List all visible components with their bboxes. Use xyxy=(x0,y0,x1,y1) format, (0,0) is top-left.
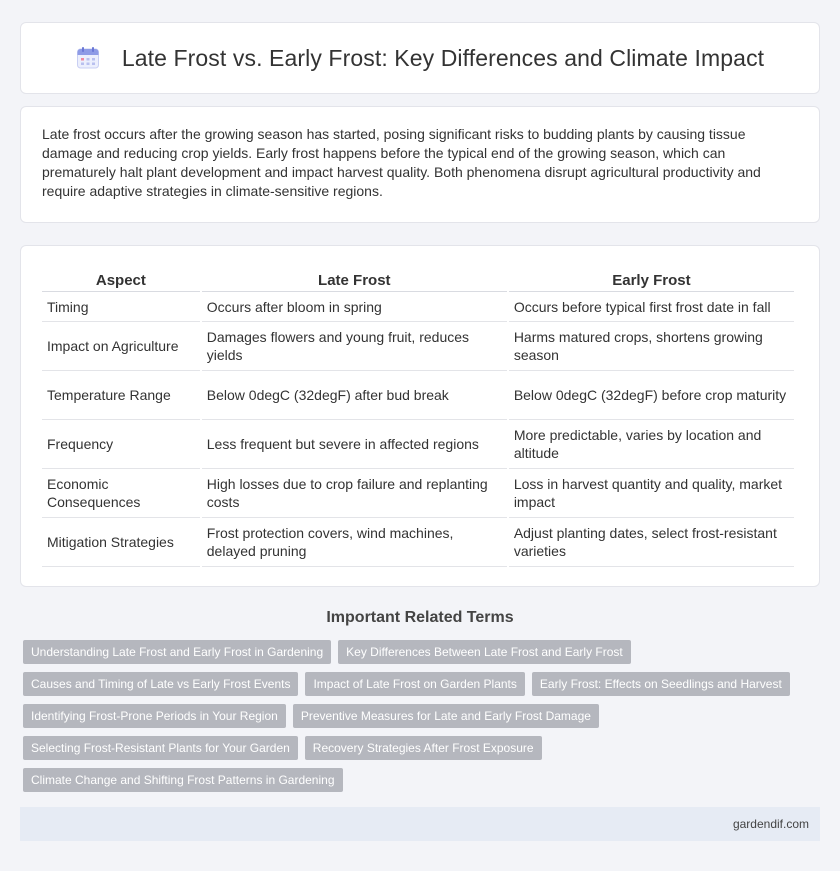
early-frost-cell: Adjust planting dates, select frost-resistant varieties xyxy=(509,518,794,567)
related-terms-heading: Important Related Terms xyxy=(326,609,514,626)
table-row xyxy=(42,371,794,420)
comparison-card xyxy=(20,245,820,587)
aspect-cell: Economic Consequences xyxy=(42,469,200,518)
early-frost-cell: Below 0degC (32degF) before crop maturity xyxy=(509,371,794,420)
footer-site-link[interactable]: gardendif.com xyxy=(732,817,809,831)
late-frost-cell: Occurs after bloom in spring xyxy=(202,292,507,322)
related-term-tag[interactable]: Identifying Frost-Prone Periods in Your Region xyxy=(23,704,286,728)
header xyxy=(76,45,764,72)
column-header-aspect: Aspect xyxy=(42,266,200,292)
late-frost-cell: High losses due to crop failure and replanting costs xyxy=(202,469,507,518)
early-frost-cell: Occurs before typical first frost date in fall xyxy=(509,292,794,322)
column-header-early-frost: Early Frost xyxy=(509,266,794,292)
related-term-tag[interactable]: Recovery Strategies After Frost Exposure xyxy=(305,736,542,760)
table-row xyxy=(42,420,794,469)
related-term-tag[interactable]: Preventive Measures for Late and Early Frost Damage xyxy=(293,704,599,728)
early-frost-cell: More predictable, varies by location and altitude xyxy=(509,420,794,469)
early-frost-cell: Loss in harvest quantity and quality, market impact xyxy=(509,469,794,518)
related-term-tag[interactable]: Climate Change and Shifting Frost Patterns in Gardening xyxy=(23,768,343,792)
late-frost-cell: Damages flowers and young fruit, reduces yields xyxy=(202,322,507,371)
table-row xyxy=(42,518,794,567)
related-term-tag[interactable]: Early Frost: Effects on Seedlings and Harvest xyxy=(532,672,790,696)
tag-row xyxy=(23,704,813,728)
early-frost-cell: Harms matured crops, shortens growing season xyxy=(509,322,794,371)
column-header-late-frost: Late Frost xyxy=(202,266,507,292)
intro-paragraph: Late frost occurs after the growing season has started, posing significant risks to budding plants by causing tissue damage and reducing crop yields. Early frost happens before the typical end of the growing season, which can prematurely halt plant development and impact harvest quality. Both phenomena disrupt agricultural productivity and require adaptive strategies in climate-sensitive regions. xyxy=(42,126,761,199)
aspect-cell: Impact on Agriculture xyxy=(42,322,200,371)
footer xyxy=(20,807,820,841)
related-terms-list xyxy=(23,640,813,800)
related-term-tag[interactable]: Selecting Frost-Resistant Plants for Your Garden xyxy=(23,736,298,760)
intro-card xyxy=(20,106,820,223)
calendar-icon xyxy=(76,46,100,70)
comparison-table xyxy=(40,266,796,567)
related-term-tag[interactable]: Understanding Late Frost and Early Frost in Gardening xyxy=(23,640,331,664)
tag-row xyxy=(23,672,813,696)
aspect-cell: Timing xyxy=(42,292,200,322)
aspect-cell: Frequency xyxy=(42,420,200,469)
tag-row xyxy=(23,640,813,664)
table-row xyxy=(42,292,794,322)
table-header-row xyxy=(42,266,794,292)
late-frost-cell: Less frequent but severe in affected regions xyxy=(202,420,507,469)
related-term-tag[interactable]: Impact of Late Frost on Garden Plants xyxy=(305,672,524,696)
late-frost-cell: Below 0degC (32degF) after bud break xyxy=(202,371,507,420)
table-row xyxy=(42,469,794,518)
aspect-cell: Temperature Range xyxy=(42,371,200,420)
tag-row xyxy=(23,768,813,792)
late-frost-cell: Frost protection covers, wind machines, delayed pruning xyxy=(202,518,507,567)
aspect-cell: Mitigation Strategies xyxy=(42,518,200,567)
related-term-tag[interactable]: Causes and Timing of Late vs Early Frost Events xyxy=(23,672,298,696)
page-title: Late Frost vs. Early Frost: Key Differences and Climate Impact xyxy=(121,44,765,71)
related-term-tag[interactable]: Key Differences Between Late Frost and Early Frost xyxy=(338,640,631,664)
table-row xyxy=(42,322,794,371)
header-card xyxy=(20,22,820,94)
tag-row xyxy=(23,736,813,760)
